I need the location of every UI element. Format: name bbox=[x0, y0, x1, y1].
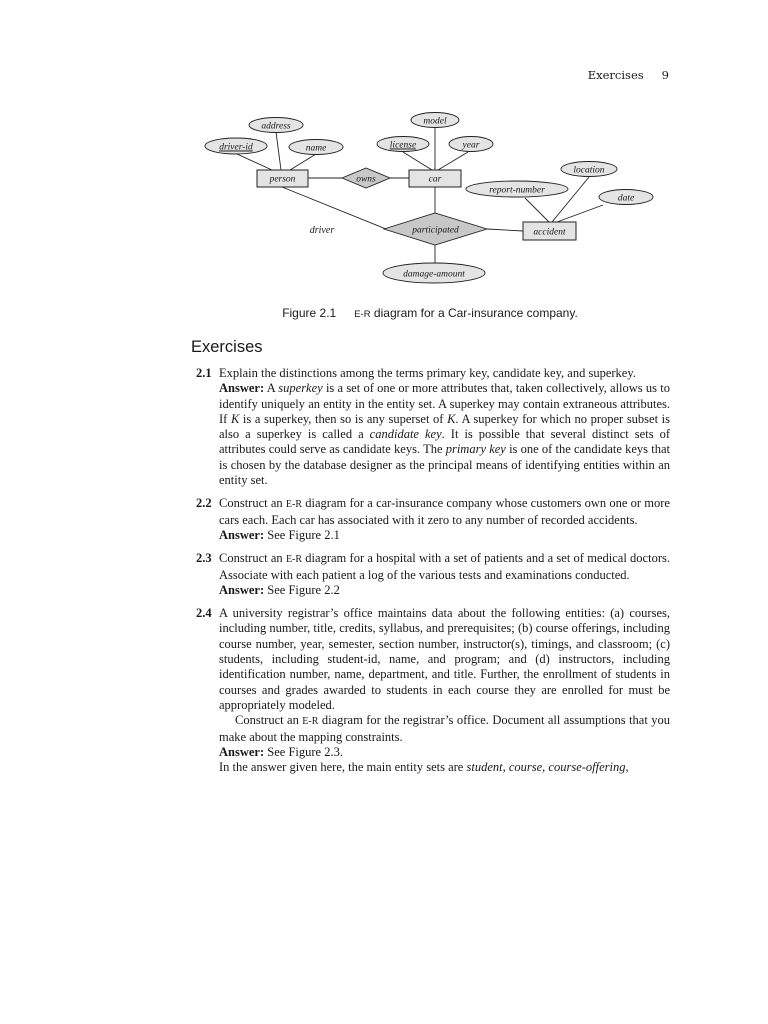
svg-text:car: car bbox=[428, 174, 442, 185]
figure-number: Figure 2.1 bbox=[282, 306, 337, 320]
exercise-2-2 bbox=[196, 496, 670, 543]
svg-text:license: license bbox=[389, 140, 417, 151]
svg-text:model: model bbox=[423, 116, 447, 127]
exercise-question-cont: Construct an E-R diagram for the registrar’s office. Document all assumptions that you make about the mapping constraints. bbox=[219, 713, 670, 744]
svg-text:report-number: report-number bbox=[489, 185, 545, 196]
svg-text:accident: accident bbox=[533, 227, 566, 238]
exercise-2-4 bbox=[196, 606, 670, 775]
exercise-answer: Answer: See Figure 2.1 bbox=[219, 527, 340, 542]
exercise-answer: Answer: A superkey is a set of one or more attributes that, taken collectively, allows us to identify uniquely an entity in the entity set. A superkey may contain extraneous attributes. If K is a superkey, then so is any superset of K. A superkey for which no proper subset is also a superkey is called a candidate key. It is possible that several distinct sets of attributes could serve as candidate keys. The primary key is one of the candidate keys that is chosen by the database designer as the principal means of identifying entities within an entity set. bbox=[219, 381, 671, 488]
role-label-driver: driver bbox=[309, 225, 335, 236]
svg-text:date: date bbox=[617, 193, 635, 204]
page-number: 9 bbox=[661, 68, 669, 82]
running-head: Exercises bbox=[587, 68, 644, 82]
exercise-number: 2.2 bbox=[196, 496, 212, 511]
exercise-list bbox=[196, 366, 670, 783]
relationship-owns bbox=[342, 168, 390, 188]
entity-accident bbox=[523, 222, 576, 240]
attribute-damage-amount bbox=[383, 263, 485, 283]
svg-text:name: name bbox=[305, 143, 327, 154]
svg-text:damage-amount: damage-amount bbox=[403, 269, 465, 280]
entity-car bbox=[409, 170, 461, 187]
exercise-question: Explain the distinctions among the terms primary key, candidate key, and superkey. bbox=[219, 366, 636, 380]
relationship-participated bbox=[384, 213, 487, 245]
attribute-location bbox=[561, 162, 617, 177]
attribute-driver-id bbox=[205, 138, 267, 154]
attribute-model bbox=[411, 113, 459, 128]
caption-text: diagram for a Car-insurance company. bbox=[370, 306, 578, 320]
svg-text:location: location bbox=[573, 165, 605, 176]
attribute-license bbox=[377, 137, 429, 152]
svg-text:address: address bbox=[261, 121, 291, 132]
exercise-number: 2.3 bbox=[196, 551, 212, 566]
svg-text:participated: participated bbox=[412, 225, 459, 236]
caption-er: E-R bbox=[354, 309, 371, 320]
svg-text:owns: owns bbox=[356, 174, 376, 185]
er-diagram bbox=[0, 0, 768, 300]
exercise-question: Construct an E-R diagram for a hospital with a set of patients and a set of medical doctors. Associate with each patient a log of the various tests and examinations conducted. bbox=[219, 551, 670, 582]
exercise-number: 2.4 bbox=[196, 606, 212, 621]
exercise-answer: Answer: See Figure 2.3. bbox=[219, 744, 343, 759]
entity-person bbox=[257, 170, 308, 187]
attribute-report-number bbox=[466, 181, 568, 197]
figure-caption bbox=[0, 306, 768, 320]
svg-text:driver-id: driver-id bbox=[219, 142, 253, 153]
attribute-address bbox=[249, 118, 303, 133]
section-title: Exercises bbox=[191, 338, 263, 356]
exercise-2-3 bbox=[196, 551, 670, 598]
exercise-2-1 bbox=[196, 366, 670, 488]
attribute-name bbox=[289, 140, 343, 155]
attribute-year bbox=[449, 137, 493, 152]
svg-text:year: year bbox=[462, 140, 480, 151]
exercise-question: A university registrar’s office maintains data about the following entities: (a) courses, including number, title, credits, syllabus, and prerequisites; (b) course offerings, including course number, year, semester, section number, instructor(s), timings, and classroom; (c) students, including student-id, name, and program; and (d) instructors, including identification number, name, department, and title. Further, the enrollment of students in courses and grades awarded to students in each course they are enrolled for must be appropriately modeled. bbox=[219, 606, 670, 712]
exercise-number: 2.1 bbox=[196, 366, 212, 380]
exercise-answer-cont: In the answer given here, the main entity sets are student, course, course-offering, bbox=[219, 760, 629, 775]
exercise-question: Construct an E-R diagram for a car-insurance company whose customers own one or more cars each. Each car has associated with it zero to any number of recorded accidents. bbox=[219, 496, 670, 527]
svg-text:person: person bbox=[269, 174, 296, 185]
exercise-answer: Answer: See Figure 2.2 bbox=[219, 582, 340, 597]
attribute-date bbox=[599, 190, 653, 205]
